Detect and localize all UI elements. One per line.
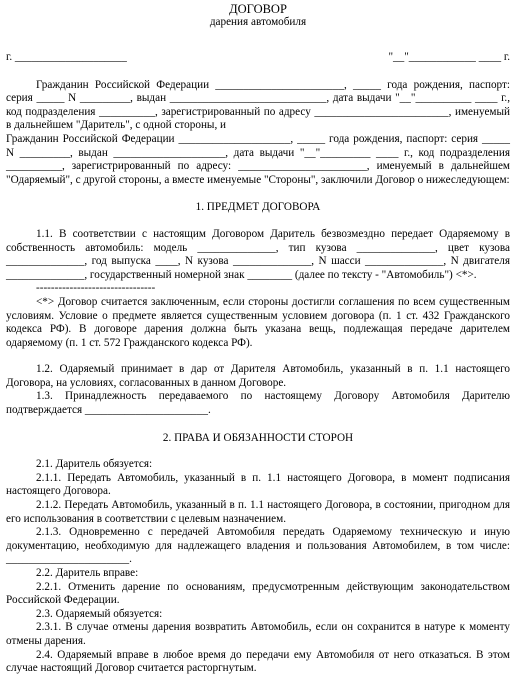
donee-paragraph: Гражданин Российской Федерации ____________________, _____ года рождения, паспорт: серия _____ N _________, выдан ____________________, дата выдачи "__"_________ ____ г., код подразделения __________, зарегистрированный по адресу: _______________________, именуемый в дальнейшем "Одаряемый", с другой стороны, а вместе именуемые "Стороны", заключили Договор о нижеследующем: — [6, 132, 510, 186]
place-date-line — [6, 51, 510, 65]
clause-2-2: 2.2. Даритель вправе: — [36, 567, 139, 579]
clause-1-1: 1.1. В соответствии с настоящим Договором Даритель безвозмездно передает Одаряемому в собственность автомобиль: модель ______________, тип кузова ______________, цвет кузова ______________, год выпуска ____, N кузова ______________, N шасси ______________, N двигателя ______________, государственный номерной знак ________ (далее по тексту - "Автомобиль") <*>. — [6, 227, 510, 281]
clause-1-2: 1.2. Одаряемый принимает в дар от Дарителя Автомобиль, указанный в п. 1.1 настоящего Договора, на условиях, согласованных в данном Договоре. — [6, 363, 510, 389]
clause-2-4: 2.4. Одаряемый вправе в любое время до передачи ему Автомобиля от него отказаться. В этом случае настоящий Договор считается расторгнутым. — [6, 648, 510, 675]
clause-2-1: 2.1. Даритель обязуется: — [36, 458, 153, 471]
clause-2-3: 2.3. Одаряемый обязуется: — [36, 607, 163, 620]
clause-2-2-1: 2.2.1. Отменить дарение по основаниям, предусмотренным действующим законодательством Российской Федерации. — [6, 580, 510, 607]
clause-2-1-2: 2.1.2. Передать Автомобиль, указанный в п. 1.1 настоящего Договора, в состоянии, пригодном для его использования в соответствии с целевым назначением. — [6, 499, 510, 525]
section-1-title: 1. ПРЕДМЕТ ДОГОВОРА — [195, 201, 321, 214]
document-title: ДОГОВОР — [229, 2, 287, 16]
clause-2-3-1: 2.3.1. В случае отмены дарения возвратить Автомобиль, если он сохранится в натуре к моменту отмены дарения. — [6, 621, 510, 647]
donor-paragraph: Гражданин Российской Федерации _______________________, _____ года рождения, паспорт: серия _____ N _________, выдан ____________________________, дата выдачи "__"__________ ____ г., код подразделения __________, зарегистрированный по адресу ________________________, именуемый в дальнейшем "Даритель", с одной стороны, и — [6, 78, 510, 132]
section-2-title: 2. ПРАВА И ОБЯЗАННОСТИ СТОРОН — [162, 431, 354, 444]
footnote-text: <*> Договор считается заключенным, если стороны достигли соглашения по всем существенным условиям. Условие о предмете является существенным условием договора (п. 1 ст. 432 Гражданского кодекса РФ). В договоре дарения должна быть указана вещь, подлежащая передаче дарителем одаряемому (п. 1 ст. 572 Гражданского кодекса РФ). — [6, 295, 510, 349]
clause-2-1-3: 2.1.3. Одновременно с передачей Автомобиля передать Одаряемому техническую и иную документацию, необходимую для надлежащего владения и пользования Автомобилем, в том числе: ______________________. — [6, 526, 510, 566]
place-field: г. ____________________ — [6, 51, 127, 63]
clause-2-1-1: 2.1.1. Передать Автомобиль, указанный в п. 1.1 настоящего Договора, в момент подписания настоящего Договора. — [6, 471, 510, 498]
document-subtitle: дарения автомобиля — [209, 16, 307, 28]
footnote-separator: -------------------------------- — [36, 282, 156, 295]
clause-1-3: 1.3. Принадлежность передаваемого по настоящему Договору Автомобиля Дарителю подтверждается ______________________. — [6, 390, 510, 417]
date-field: "__"____________ ____ г. — [388, 51, 510, 63]
